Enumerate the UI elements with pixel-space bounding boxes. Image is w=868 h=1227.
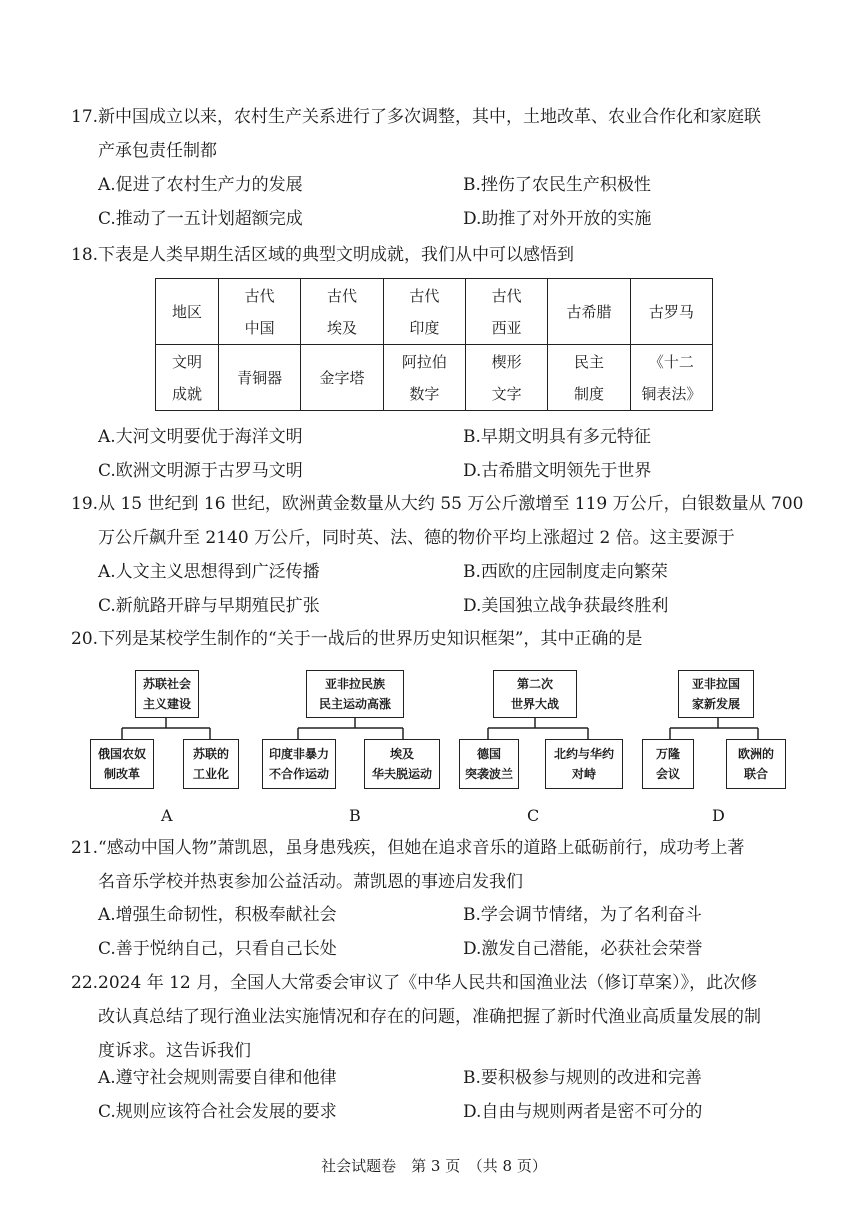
question-19 bbox=[71, 487, 804, 555]
question-18-stem-line1: 18.下表是人类早期生活区域的典型文明成就，我们从中可以感悟到 bbox=[71, 245, 575, 265]
option-b: B.早期文明具有多元特征 bbox=[463, 427, 651, 447]
table-cell: 古代 中国 bbox=[219, 279, 301, 345]
framework-a-lines bbox=[122, 718, 210, 739]
framework-c-letter: C bbox=[527, 806, 540, 825]
civilization-table bbox=[155, 278, 713, 411]
option-a: A.人文主义思想得到广泛传播 bbox=[98, 562, 320, 582]
table-cell: 青铜器 bbox=[219, 345, 301, 411]
question-21-stem-line1: 21.“感动中国人物”萧凯恩，虽身患残疾，但她在追求音乐的道路上砥砺前行，成功考上著 bbox=[71, 838, 745, 858]
option-a: A.促进了农村生产力的发展 bbox=[98, 175, 303, 195]
knowledge-framework-diagram bbox=[88, 666, 798, 826]
option-b: B.要积极参与规则的改进和完善 bbox=[463, 1068, 702, 1088]
framework-b-right-box: 埃及 华夫脱运动 bbox=[364, 739, 440, 789]
question-19-stem-line2: 万公斤飙升至 2140 万公斤，同时英、法、德的物价平均上涨超过 2 倍。这主要源于 bbox=[98, 528, 735, 548]
option-b: B.挫伤了农民生产积极性 bbox=[463, 175, 651, 195]
option-c: C.欧洲文明源于古罗马文明 bbox=[98, 461, 303, 481]
table-row bbox=[156, 345, 713, 411]
table-cell: 金字塔 bbox=[301, 345, 383, 411]
framework-b-top-box: 亚非拉民族 民主运动高涨 bbox=[306, 670, 404, 718]
option-c: C.新航路开辟与早期殖民扩张 bbox=[98, 596, 320, 616]
question-21-options bbox=[98, 898, 798, 966]
table-cell: 古代 西亚 bbox=[465, 279, 547, 345]
option-d: D.美国独立战争获最终胜利 bbox=[463, 596, 669, 616]
framework-c-right-box: 北约与华约 对峙 bbox=[545, 739, 623, 789]
framework-b-lines bbox=[298, 718, 403, 739]
question-18-options bbox=[98, 420, 798, 488]
question-22-options bbox=[98, 1061, 798, 1129]
question-20 bbox=[71, 622, 798, 656]
framework-c-left-box: 德国 突袭波兰 bbox=[459, 739, 519, 789]
table-cell: 古罗马 bbox=[630, 279, 712, 345]
framework-d-top-box: 亚非拉国 家新发展 bbox=[678, 670, 754, 718]
framework-a-left-box: 俄国农奴 制改革 bbox=[90, 739, 154, 789]
table-row bbox=[156, 279, 713, 345]
table-cell: 古代 埃及 bbox=[301, 279, 383, 345]
question-22-stem-line2: 改认真总结了现行渔业法实施情况和存在的问题，准确把握了新时代渔业高质量发展的制 bbox=[98, 1007, 761, 1027]
table-cell: 古代 印度 bbox=[383, 279, 465, 345]
question-19-stem-line1: 19.从 15 世纪到 16 世纪，欧洲黄金数量从大约 55 万公斤激增至 119 万公斤，白银数量从 700 bbox=[71, 494, 804, 514]
option-b: B.学会调节情绪，为了名利奋斗 bbox=[463, 905, 702, 925]
question-22 bbox=[71, 966, 798, 1068]
option-d: D.自由与规则两者是密不可分的 bbox=[463, 1102, 703, 1122]
option-c: C.善于悦纳自己，只看自己长处 bbox=[98, 939, 337, 959]
question-17 bbox=[71, 100, 798, 168]
option-a: A.大河文明要优于海洋文明 bbox=[98, 427, 303, 447]
option-c: C.推动了一五计划超额完成 bbox=[98, 209, 303, 229]
question-22-stem-line1: 22.2024 年 12 月，全国人大常委会审议了《中华人民共和国渔业法（修订草案）》，此次修 bbox=[71, 973, 758, 993]
option-b: B.西欧的庄园制度走向繁荣 bbox=[463, 562, 668, 582]
table-cell: 《十二 铜表法》 bbox=[630, 345, 712, 411]
question-17-stem-line2: 产承包责任制都 bbox=[98, 141, 217, 161]
option-d: D.激发自己潜能，必获社会荣誉 bbox=[463, 939, 703, 959]
framework-c-lines bbox=[488, 718, 588, 739]
table-cell: 楔形 文字 bbox=[465, 345, 547, 411]
framework-d-right-box: 欧洲的 联合 bbox=[726, 739, 786, 789]
framework-d-left-box: 万隆 会议 bbox=[642, 739, 694, 789]
option-d: D.古希腊文明领先于世界 bbox=[463, 461, 652, 481]
option-c: C.规则应该符合社会发展的要求 bbox=[98, 1102, 337, 1122]
framework-c-top-box: 第二次 世界大战 bbox=[493, 670, 577, 718]
question-22-stem-line3: 度诉求。这告诉我们 bbox=[98, 1041, 251, 1061]
framework-d-lines bbox=[670, 718, 758, 739]
table-header-cell: 地区 bbox=[156, 279, 219, 345]
framework-a-right-box: 苏联的 工业化 bbox=[183, 739, 239, 789]
option-a: A.增强生命韧性，积极奉献社会 bbox=[98, 905, 337, 925]
question-20-stem-line1: 20.下列是某校学生制作的“关于一战后的世界历史知识框架”，其中正确的是 bbox=[71, 629, 643, 649]
page-footer: 社会试题卷 第 3 页 （共 8 页） bbox=[321, 1157, 547, 1175]
question-21 bbox=[71, 831, 798, 899]
question-17-stem-line1: 17.新中国成立以来，农村生产关系进行了多次调整，其中，土地改革、农业合作化和家庭联 bbox=[71, 107, 762, 127]
framework-d-letter: D bbox=[712, 806, 725, 825]
option-d: D.助推了对外开放的实施 bbox=[463, 209, 652, 229]
framework-b-left-box: 印度非暴力 不合作运动 bbox=[262, 739, 336, 789]
table-cell: 民主 制度 bbox=[548, 345, 630, 411]
framework-b-letter: B bbox=[349, 806, 361, 825]
option-a: A.遵守社会规则需要自律和他律 bbox=[98, 1068, 337, 1088]
table-cell: 阿拉伯 数字 bbox=[383, 345, 465, 411]
table-cell: 古希腊 bbox=[548, 279, 630, 345]
framework-a-letter: A bbox=[161, 806, 173, 825]
framework-a-top-box: 苏联社会 主义建设 bbox=[135, 670, 199, 718]
question-19-options bbox=[98, 555, 798, 623]
question-21-stem-line2: 名音乐学校并热衷参加公益活动。萧凯恩的事迹启发我们 bbox=[98, 872, 523, 892]
table-header-cell: 文明 成就 bbox=[156, 345, 219, 411]
question-18 bbox=[71, 238, 798, 272]
question-17-options bbox=[98, 168, 798, 236]
